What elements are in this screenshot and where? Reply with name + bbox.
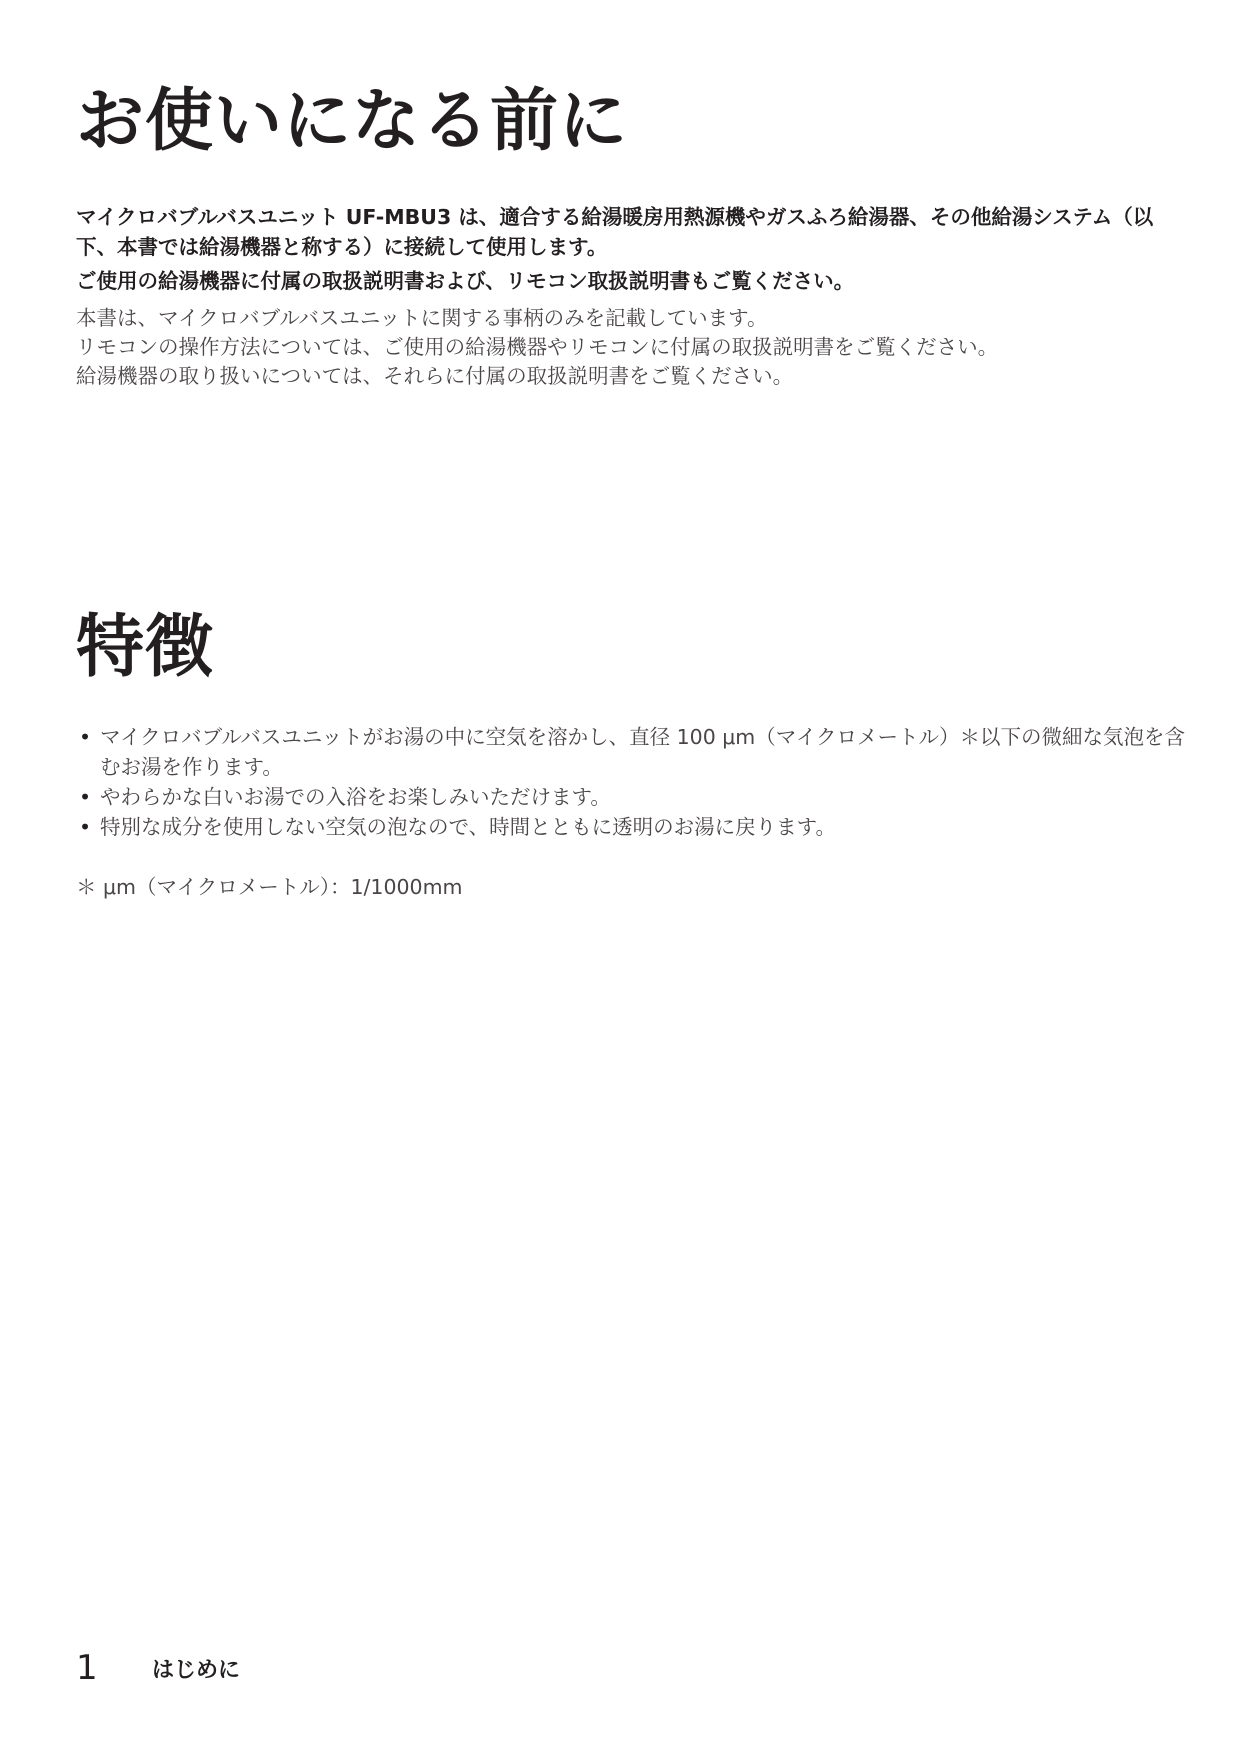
intro-bold-paragraph-2: ご使用の給湯機器に付属の取扱説明書および、リモコン取扱説明書もご覧ください。	[76, 269, 855, 293]
bullet-icon: •	[79, 815, 92, 839]
feature-item-1	[76, 722, 1186, 782]
intro-line-2: リモコンの操作方法については、ご使用の給湯機器やリモコンに付属の取扱説明書をご覧ください。	[76, 335, 999, 359]
feature-text-2: やわらかな白いお湯での入浴をお楽しみいただけます。	[100, 785, 611, 809]
bullet-icon: •	[79, 725, 92, 749]
intro-line-1: 本書は、マイクロバブルバスユニットに関する事柄のみを記載しています。	[76, 306, 768, 330]
feature-text-3: 特別な成分を使用しない空気の泡なので、時間とともに透明のお湯に戻ります。	[100, 815, 836, 839]
page-number: 1	[76, 1648, 98, 1688]
feature-item-2	[76, 782, 1186, 812]
intro-line-3: 給湯機器の取り扱いについては、それらに付属の取扱説明書をご覧ください。	[76, 364, 794, 388]
section-title-features: 特徴	[76, 608, 215, 687]
bullet-icon: •	[79, 785, 92, 809]
feature-item-3	[76, 812, 1186, 842]
footnote: ＊ μm（マイクロメートル）：1/1000mm	[76, 875, 463, 899]
feature-text-1: マイクロバブルバスユニットがお湯の中に空気を溶かし、直径 100 μm（マイクロメートル）＊以下の微細な気泡を含むお湯を作ります。	[100, 725, 1185, 779]
section-title-before-use: お使いになる前に	[76, 82, 629, 161]
feature-list	[76, 722, 1186, 842]
footer-section-name: はじめに	[152, 1658, 241, 1683]
intro-bold-paragraph-1: マイクロバブルバスユニット UF-MBU3 は、適合する給湯暖房用熱源機やガスふろ給湯器、その他給湯システム（以下、本書では給湯機器と称する）に接続して使用します。	[76, 205, 1154, 259]
